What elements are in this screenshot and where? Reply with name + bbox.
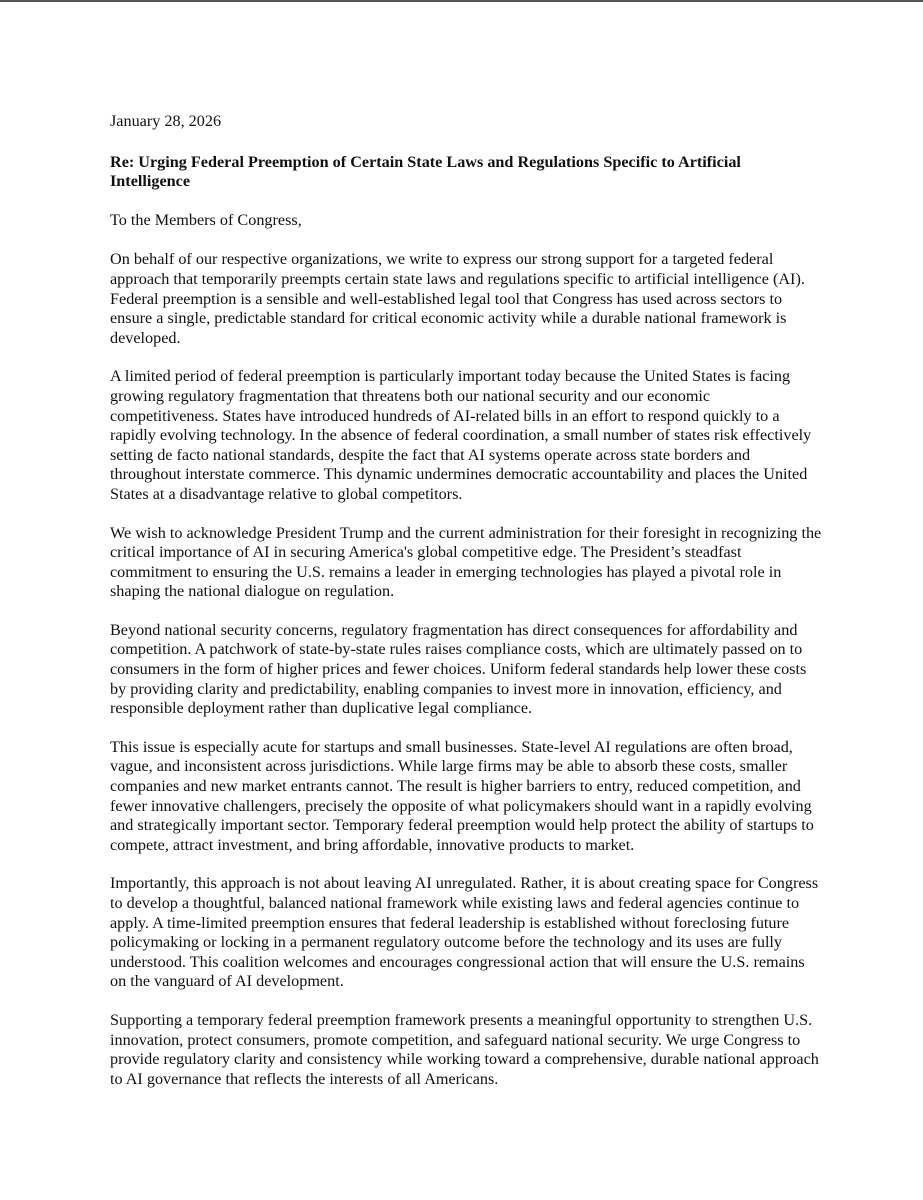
letter-salutation: To the Members of Congress,: [110, 210, 302, 229]
letter-subject: Re: Urging Federal Preemption of Certain State Laws and Regulations Specific to Artificial Intelligence: [110, 152, 741, 191]
body-paragraph-4: Beyond national security concerns, regulatory fragmentation has direct consequences for affordability and competition. A patchwork of state-by-state rules raises compliance costs, which are ultimately passed on to consumers in the form of higher prices and fewer choices. Uniform federal standards help lower these costs by providing clarity and predictability, enabling companies to invest more in innovation, efficiency, and responsible deployment rather than duplicative legal compliance.: [110, 620, 807, 718]
body-paragraph-5: This issue is especially acute for startups and small businesses. State-level AI regulations are often broad, vague, and inconsistent across jurisdictions. While large firms may be able to absorb these costs, smaller companies and new market entrants cannot. The result is higher barriers to entry, reduced competition, and fewer innovative challengers, precisely the opposite of what policymakers should want in a rapidly evolving and strategically important sector. Temporary federal preemption would help protect the ability of startups to compete, attract investment, and bring affordable, innovative products to market.: [110, 737, 814, 854]
letter-page: [110, 112, 822, 1108]
body-paragraph-3: We wish to acknowledge President Trump and the current administration for their foresight in recognizing the critical importance of AI in securing America's global competitive edge. The President’s steadfast commitment to ensuring the U.S. remains a leader in emerging technologies has played a pivotal role in shaping the national dialogue on regulation.: [110, 523, 822, 601]
body-paragraph-1: On behalf of our respective organizations, we write to express our strong support for a targeted federal approach that temporarily preempts certain state laws and regulations specific to artificial intelligence (AI). Federal preemption is a sensible and well-established legal tool that Congress has used across sectors to ensure a single, predictable standard for critical economic activity while a durable national framework is developed.: [110, 250, 805, 347]
body-paragraph-2: A limited period of federal preemption is particularly important today because the United States is facing growing regulatory fragmentation that threatens both our national security and our economic competitiveness. States have introduced hundreds of AI-related bills in an effort to respond quickly to a rapidly evolving technology. In the absence of federal coordination, a small number of states risk effectively setting de facto national standards, despite the fact that AI systems operate across state borders and throughout interstate commerce. This dynamic undermines democratic accountability and places the United States at a disadvantage relative to global competitors.: [110, 367, 812, 503]
body-paragraph-7: Supporting a temporary federal preemption framework presents a meaningful opportunity to strengthen U.S. innovation, protect consumers, promote competition, and safeguard national security. We urge Congress to provide regulatory clarity and consistency while working toward a comprehensive, durable national approach to AI governance that reflects the interests of all Americans.: [110, 1010, 819, 1088]
body-paragraph-6: Importantly, this approach is not about leaving AI unregulated. Rather, it is about creating space for Congress to develop a thoughtful, balanced national framework while existing laws and federal agencies continue to apply. A time-limited preemption ensures that federal leadership is established without foreclosing future policymaking or locking in a permanent regulatory outcome before the technology and its uses are fully understood. This coalition welcomes and encourages congressional action that will ensure the U.S. remains on the vanguard of AI development.: [110, 874, 819, 991]
letter-date: January 28, 2026: [110, 112, 222, 130]
top-border-line: [0, 0, 923, 2]
